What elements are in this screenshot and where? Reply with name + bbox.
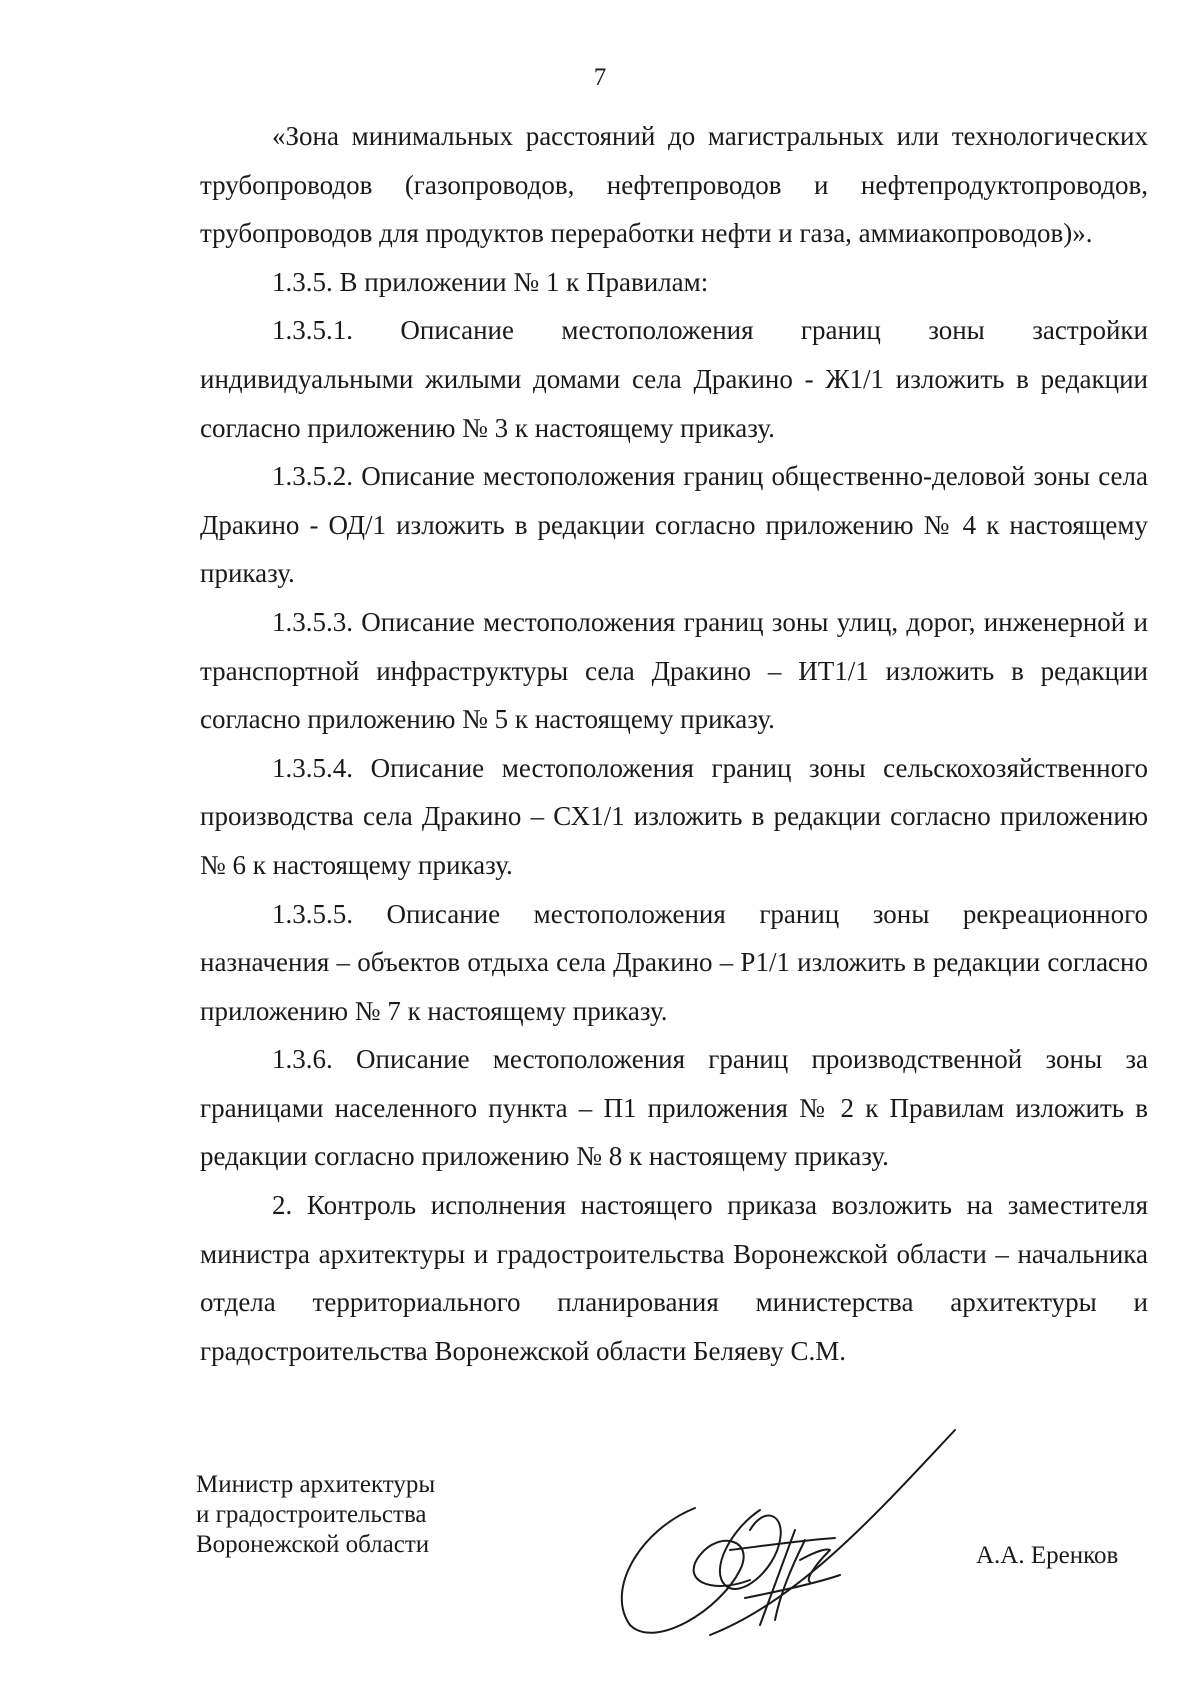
paragraph-1-3-5-5: 1.3.5.5. Описание местоположения границ зоны рекреационного назначения – объектов отдыха села Дракино – Р1/1 изложить в редакции согласно приложению № 7 к настоящему приказу.	[200, 898, 1148, 1026]
paragraph-1-3-5-3: 1.3.5.3. Описание местоположения границ зоны улиц, дорог, инженерной и транспортной инфраструктуры села Дракино – ИТ1/1 изложить в редакции согласно приложению № 5 к настоящему приказу.	[200, 606, 1148, 735]
signatory-name: А.А. Еренков	[976, 1542, 1119, 1569]
paragraph-1-3-5: 1.3.5. В приложении № 1 к Правилам:	[272, 266, 709, 297]
signatory-title-block	[196, 1470, 435, 1560]
document-body	[200, 112, 1148, 1375]
signatory-title-line: и градостроительства	[196, 1501, 427, 1528]
paragraph-1-3-6: 1.3.6. Описание местоположения границ производственной зоны за границами населенного пункта – П1 приложения № 2 к Правилам изложить в редакции согласно приложению № 8 к настоящему приказу.	[200, 1044, 1148, 1172]
handwritten-signature	[600, 1420, 960, 1650]
paragraph-zone-title: «Зона минимальных расстояний до магистральных или технологических трубопроводов (газопроводов, нефтепроводов и нефтепродуктопроводов, трубопроводов для продуктов переработки нефти и газа, аммиакопроводов)».	[200, 121, 1148, 249]
paragraph-2: 2. Контроль исполнения настоящего приказа возложить на заместителя министра архитектуры и градостроительства Воронежской области – начальника отдела территориального планирования министерства архитектуры и градостроительства Воронежской области Беляеву С.М.	[200, 1190, 1148, 1366]
paragraph-1-3-5-2: 1.3.5.2. Описание местоположения границ общественно-деловой зоны села Дракино - ОД/1 изложить в редакции согласно приложению № 4 к настоящему приказу.	[200, 461, 1148, 589]
signatory-title-line: Воронежской области	[196, 1531, 430, 1558]
page-number: 7	[593, 64, 607, 91]
paragraph-1-3-5-1: 1.3.5.1. Описание местоположения границ зоны застройки индивидуальными жилыми домами села Дракино - Ж1/1 изложить в редакции согласно приложению № 3 к настоящему приказу.	[200, 315, 1148, 443]
signatory-title-line: Министр архитектуры	[196, 1471, 436, 1498]
paragraph-1-3-5-4: 1.3.5.4. Описание местоположения границ зоны сельскохозяйственного производства села Дракино – СХ1/1 изложить в редакции согласно приложению № 6 к настоящему приказу.	[200, 752, 1148, 880]
